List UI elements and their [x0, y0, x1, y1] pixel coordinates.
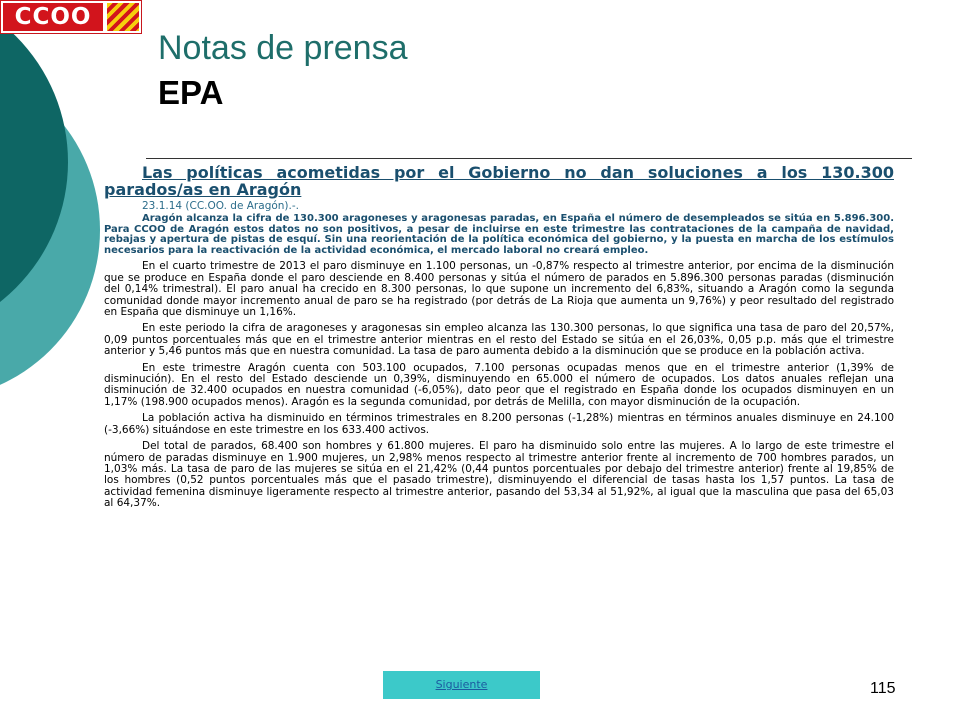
header-divider — [146, 158, 912, 159]
ccoo-logo — [0, 0, 142, 34]
article-headline[interactable]: Las políticas acometidas por el Gobierno no dan soluciones a los 130.300 parados/as en Aragón — [104, 163, 894, 199]
page-subtitle: EPA — [158, 74, 224, 111]
page-number: 115 — [870, 680, 896, 697]
article-paragraph: La población activa ha disminuido en términos trimestrales en 8.200 personas (-1,28%) mientras en términos anuales disminuye en 24.100 (-3,66%) situándose en este trimestre en los 633.400 activos. — [104, 412, 894, 436]
article-lead: Aragón alcanza la cifra de 130.300 aragoneses y aragonesas paradas, en España el número de desempleados se sitúa en 5.896.300. Para CCOO de Aragón estos datos no son positivos, a pesar de incluirse en este trimestre las contrataciones de la campaña de navidad, rebajas y apertura de pistas de esquí. Sin una reorientación de la política económica del gobierno, y la puesta en marcha de los estímulos necesarios para la reactivación de la actividad económica, el mercado laboral no creará empleo. — [104, 213, 894, 256]
logo-text: CCOO — [14, 4, 92, 30]
aragon-flag-icon — [107, 3, 139, 31]
article-paragraph: En el cuarto trimestre de 2013 el paro disminuye en 1.100 personas, un -0,87% respecto al trimestre anterior, por encima de la disminución que se produce en España donde el paro desciende en 8.400 personas y sitúa el número de parados en 5.896.300 personas paradas (disminución del 0,14% trimestral). El paro anual ha crecido en 8.300 personas, lo que supone un incremento del 6,83%, situando a Aragón como la segunda comunidad donde mayor incremento anual de paro se ha registrado (por detrás de La Rioja que aumenta un 9,76%) y peor resultado del registrado en España que disminuye un 1,16%. — [104, 260, 894, 319]
page-title: Notas de prensa — [158, 29, 408, 67]
next-button[interactable]: Siguiente — [383, 671, 540, 699]
article-body — [104, 164, 894, 515]
article-paragraph: En este periodo la cifra de aragoneses y aragonesas sin empleo alcanza las 130.300 personas, lo que significa una tasa de paro del 20,57%, 0,09 puntos porcentuales más que en el trimestre anterior mientras en el resto del Estado se sitúa en el 26,03%, 0,05 p.p. más que el trimestre anterior y 5,46 puntos más que en nuestra comunidad. La tasa de paro aumenta debido a la disminución que se produce en la población activa. — [104, 322, 894, 358]
article-paragraph: Del total de parados, 68.400 son hombres y 61.800 mujeres. El paro ha disminuido solo entre las mujeres. A lo largo de este trimestre el número de paradas disminuye en 1.900 mujeres, un 2,98% menos respecto al trimestre anterior frente al incremento de 700 hombres parados, un 1,03% más. La tasa de paro de las mujeres se sitúa en el 21,42% (0,44 puntos porcentuales por debajo del trimestre anterior) frente al 19,85% de los hombres (0,52 puntos porcentuales más que el pasado trimestre), disminuyendo el diferencial de tasas hasta los 1,57 puntos. La tasa de actividad femenina disminuye ligeramente respecto al trimestre anterior, pasando del 53,34 al 51,92%, al igual que la masculina que pasa del 65,03 al 64,37%. — [104, 440, 894, 510]
article-dateline: 23.1.14 (CC.OO. de Aragón).-. — [142, 200, 299, 212]
article-paragraph: En este trimestre Aragón cuenta con 503.100 ocupados, 7.100 personas ocupadas menos que en el trimestre anterior (1,39% de disminución). En el resto del Estado desciende un 0,39%, disminuyendo en 65.000 el número de ocupados. Los datos anuales reflejan una disminución de 32.400 ocupados en nuestra comunidad (-6,05%), dato peor que el registrado en España donde los ocupados disminuyen en un 1,17% (198.900 ocupados menos). Aragón es la segunda comunidad, por detrás de Melilla, con mayor disminución de la ocupación. — [104, 361, 894, 408]
